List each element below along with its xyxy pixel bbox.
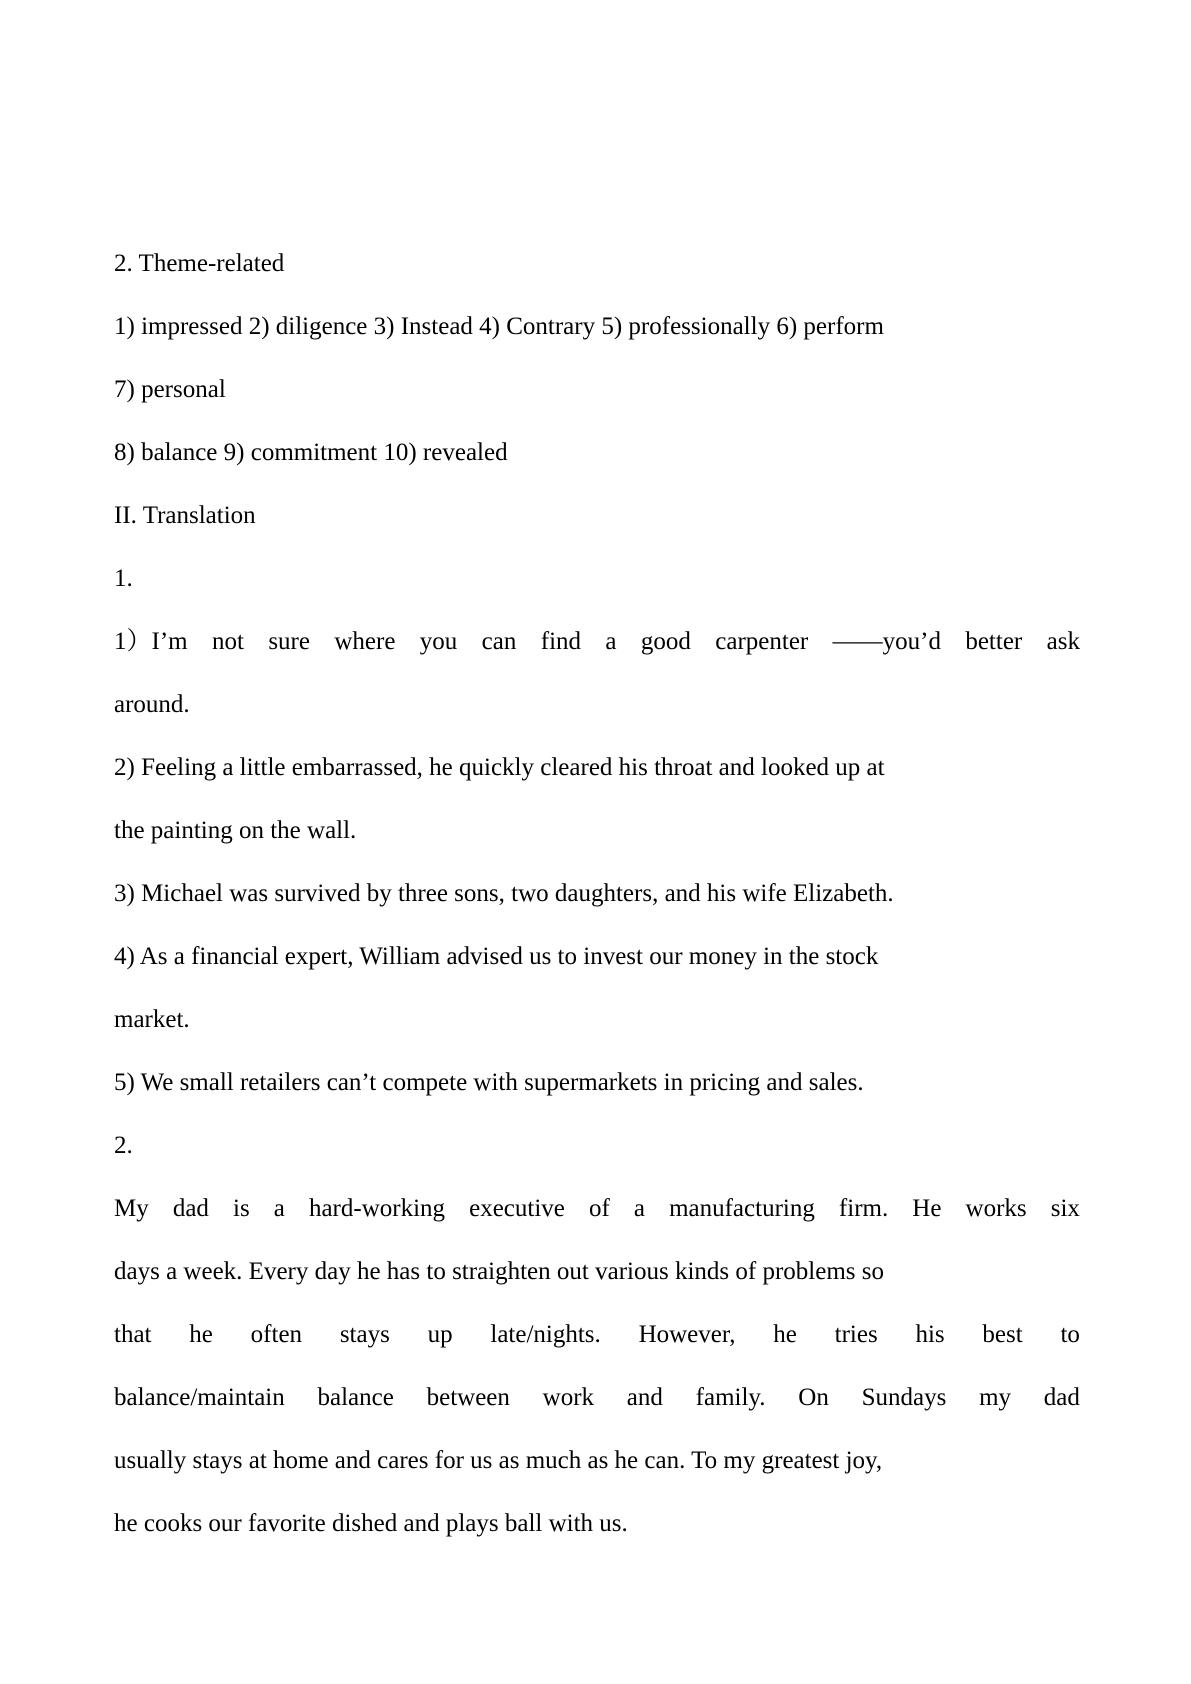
sentence-4-line-1: 4) As a financial expert, William advised us to invest our money in the stock xyxy=(114,943,879,970)
word: work xyxy=(542,1384,595,1411)
word: dad xyxy=(172,1195,209,1222)
word: firm. xyxy=(838,1195,889,1222)
paragraph-line-2: days a week. Every day he has to straighten out various kinds of problems so xyxy=(114,1258,884,1285)
word: family. xyxy=(695,1384,766,1411)
word: balance/maintain xyxy=(114,1384,285,1411)
word: sure xyxy=(268,628,310,655)
word: his xyxy=(915,1321,945,1348)
answers-line-2: 7) personal xyxy=(114,376,226,403)
word: ——you’d xyxy=(832,628,941,655)
word: he xyxy=(189,1321,213,1348)
answers-line-3: 8) balance 9) commitment 10) revealed xyxy=(114,439,508,466)
word: Sundays xyxy=(861,1384,947,1411)
word: between xyxy=(426,1384,510,1411)
word: a xyxy=(605,628,617,655)
sentence-2-line-1: 2) Feeling a little embarrassed, he quickly cleared his throat and looked up at xyxy=(114,754,885,781)
word: carpenter xyxy=(715,628,809,655)
word: stays xyxy=(339,1321,390,1348)
word: is xyxy=(233,1195,250,1222)
word: tries xyxy=(834,1321,878,1348)
word: dad xyxy=(1043,1384,1080,1411)
word: works xyxy=(965,1195,1027,1222)
sentence-1-line-2: around. xyxy=(114,691,190,718)
paragraph-line-6: he cooks our favorite dished and plays ball with us. xyxy=(114,1510,628,1537)
word: hard-working xyxy=(308,1195,446,1222)
sentence-2-line-2: the painting on the wall. xyxy=(114,817,357,844)
sentence-3: 3) Michael was survived by three sons, two daughters, and his wife Elizabeth. xyxy=(114,880,894,907)
sentence-4-line-2: market. xyxy=(114,1006,190,1033)
word: manufacturing xyxy=(669,1195,815,1222)
word: not xyxy=(211,628,244,655)
word: that xyxy=(114,1321,152,1348)
word: he xyxy=(773,1321,797,1348)
word: ask xyxy=(1046,628,1080,655)
part-2-label: 2. xyxy=(114,1132,133,1159)
word: balance xyxy=(317,1384,394,1411)
paragraph-line-1 xyxy=(114,1183,1080,1246)
word: a xyxy=(633,1195,645,1222)
sentence-5: 5) We small retailers can’t compete with supermarkets in pricing and sales. xyxy=(114,1069,864,1096)
answers-line-1: 1) impressed 2) diligence 3) Instead 4) Contrary 5) professionally 6) perform xyxy=(114,313,884,340)
word: six xyxy=(1050,1195,1080,1222)
word: 1）I’m xyxy=(114,628,188,655)
paragraph-line-5: usually stays at home and cares for us as much as he can. To my greatest joy, xyxy=(114,1447,883,1474)
section-heading: II. Translation xyxy=(114,502,256,529)
word: good xyxy=(640,628,691,655)
word: to xyxy=(1060,1321,1080,1348)
word: better xyxy=(965,628,1023,655)
word: up xyxy=(427,1321,453,1348)
theme-heading: 2. Theme-related xyxy=(114,250,285,277)
word: can xyxy=(481,628,517,655)
part-1-label: 1. xyxy=(114,565,133,592)
word: often xyxy=(250,1321,303,1348)
word: late/nights. xyxy=(490,1321,601,1348)
word: you xyxy=(419,628,458,655)
word: On xyxy=(798,1384,829,1411)
word: However, xyxy=(638,1321,736,1348)
word: best xyxy=(982,1321,1023,1348)
word: of xyxy=(588,1195,610,1222)
word: and xyxy=(626,1384,663,1411)
word: where xyxy=(334,628,396,655)
word: He xyxy=(912,1195,942,1222)
word: a xyxy=(273,1195,285,1222)
paragraph-line-4 xyxy=(114,1372,1080,1435)
word: executive xyxy=(469,1195,565,1222)
word: My xyxy=(114,1195,149,1222)
word: find xyxy=(540,628,582,655)
document-body xyxy=(114,238,1080,1561)
word: my xyxy=(979,1384,1012,1411)
sentence-1-line-1 xyxy=(114,616,1080,679)
paragraph-line-3 xyxy=(114,1309,1080,1372)
